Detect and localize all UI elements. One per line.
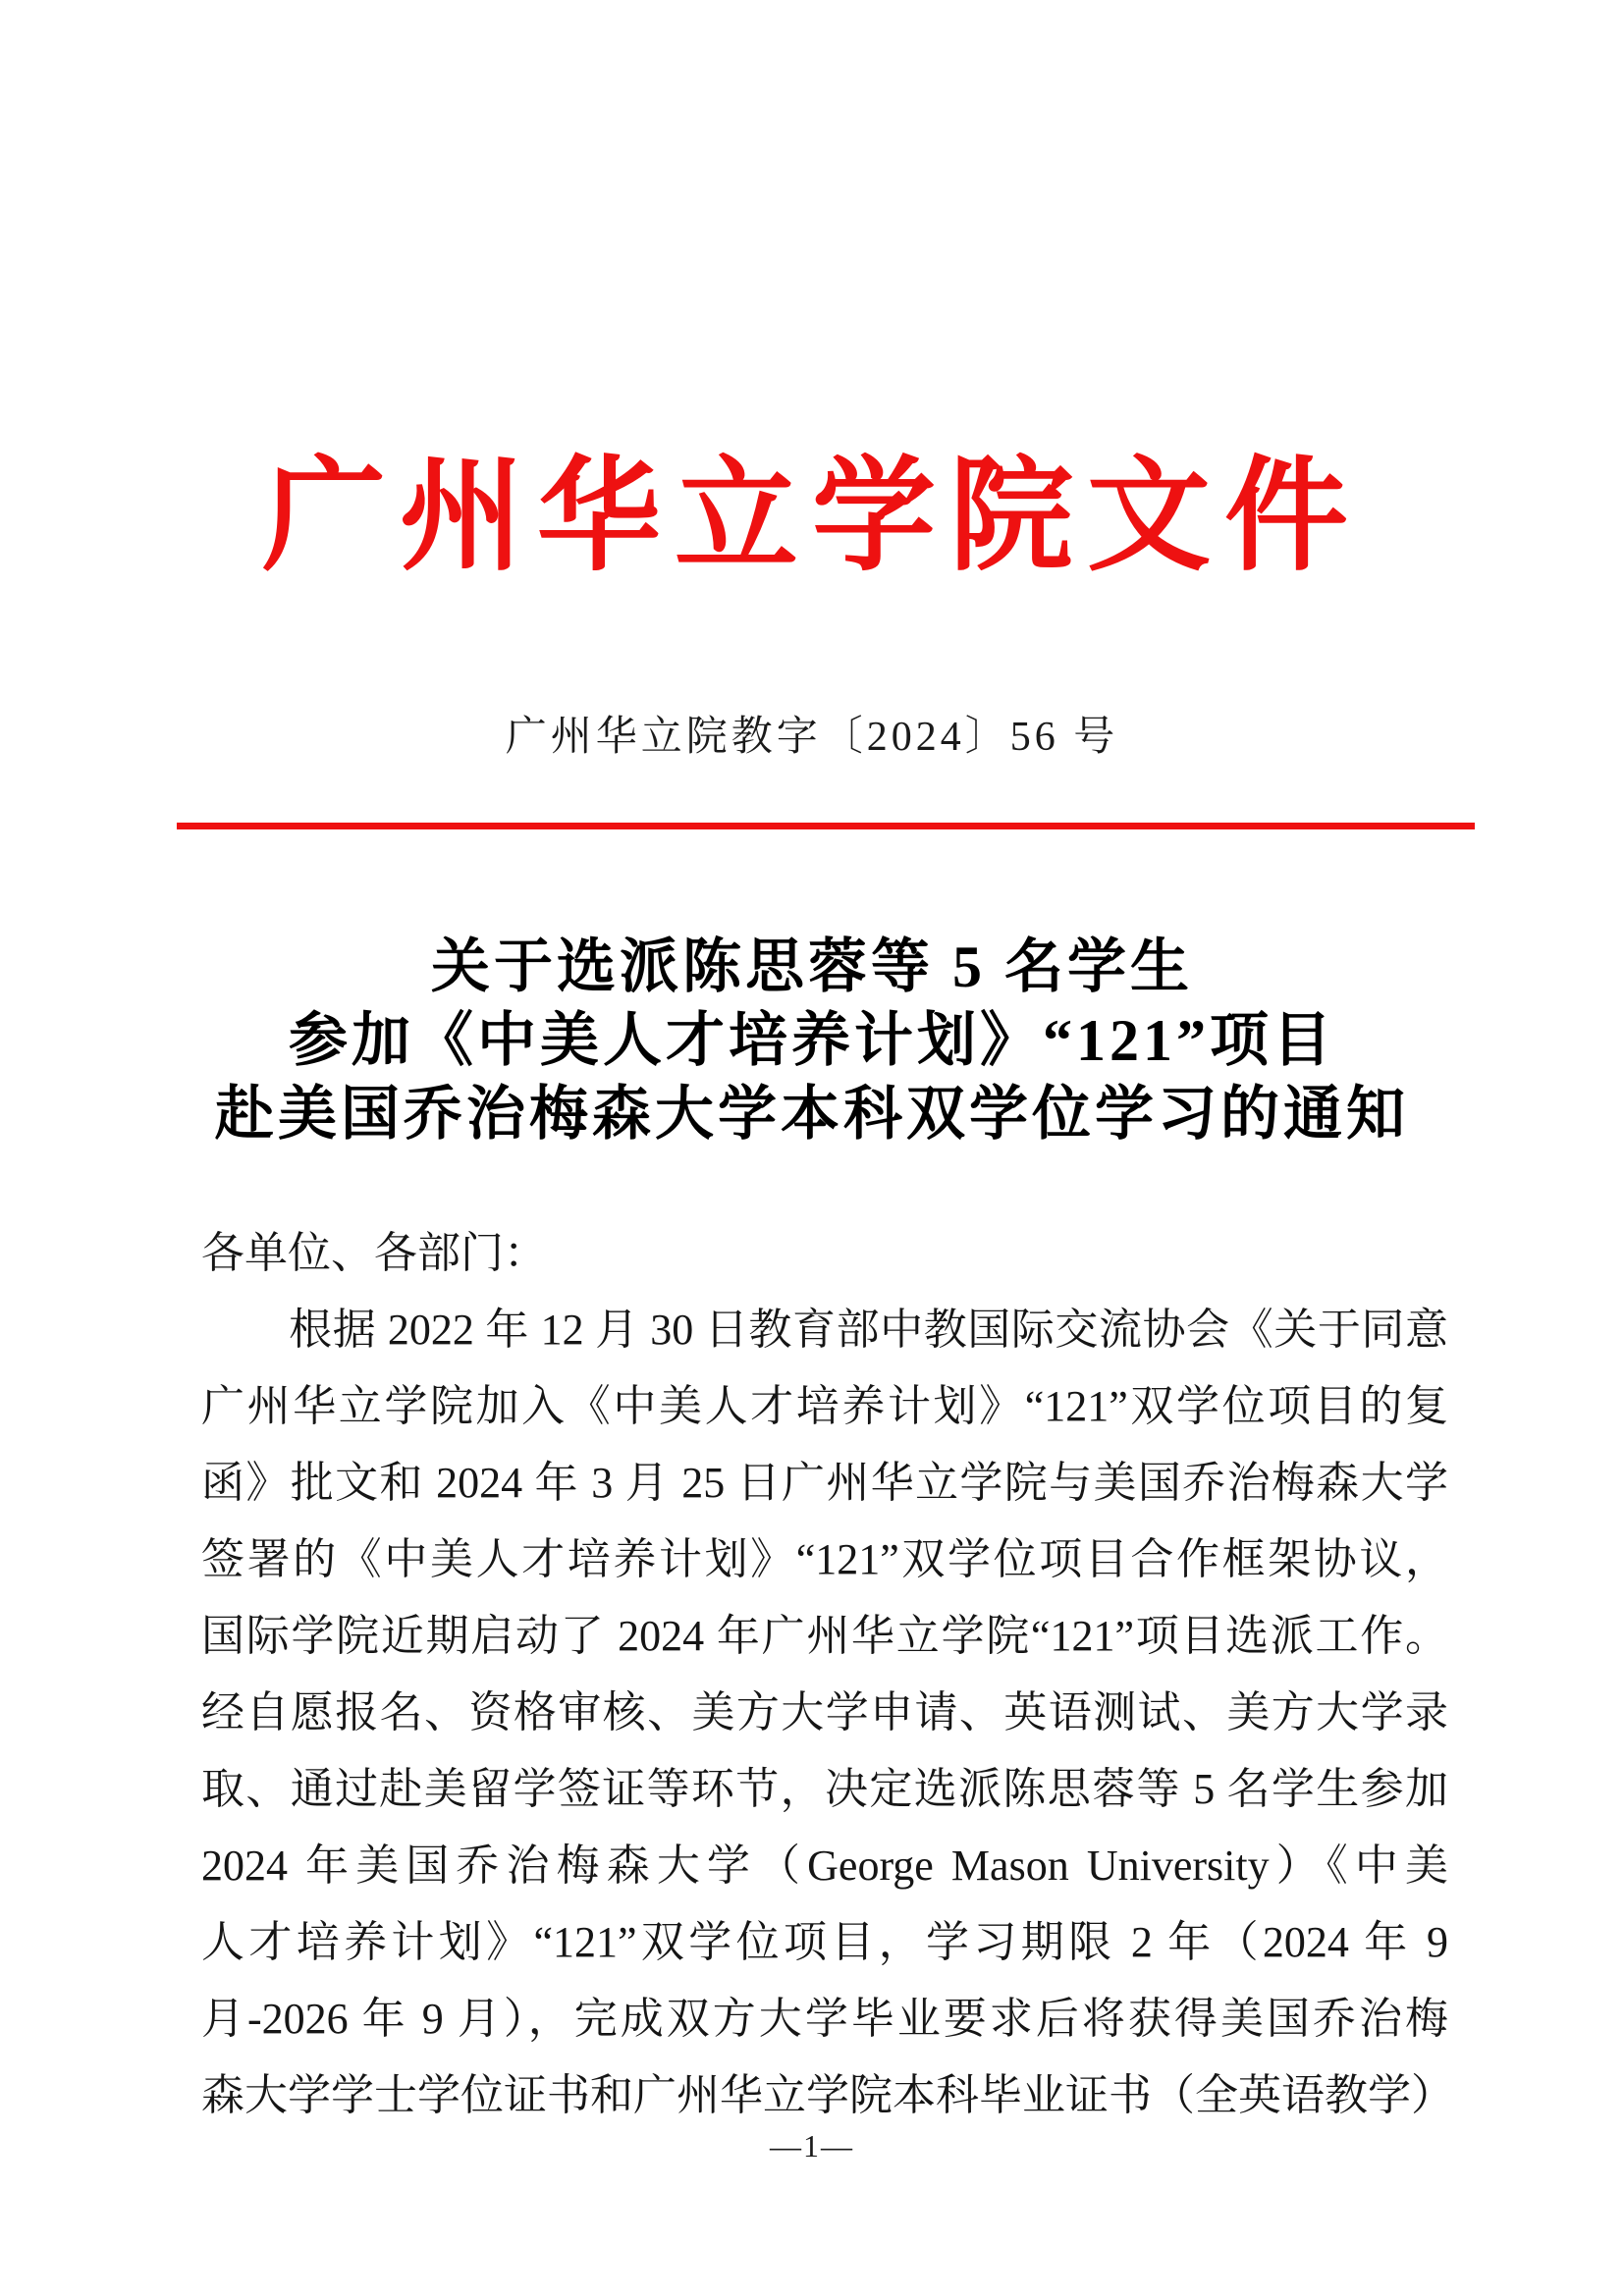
document-number: 广州华立院教字〔2024〕56 号: [505, 715, 1119, 760]
body-text-line: 经自愿报名、资格审核、美方大学申请、英语测试、美方大学录: [201, 1688, 1448, 1736]
body-text-line: 国际学院近期启动了 2024 年广州华立学院“121”项目选派工作。: [201, 1612, 1448, 1660]
document-body: [201, 1215, 1454, 2134]
body-text-line: 森大学学士学位证书和广州华立学院本科毕业证书（全英语教学）: [201, 2071, 1454, 2119]
body-text-line: 月-2026 年 9 月），完成双方大学毕业要求后将获得美国乔治梅: [201, 1995, 1448, 2043]
salutation: 各单位、各部门：: [201, 1229, 547, 1277]
page-number: —1—: [770, 2128, 854, 2163]
document-title-line-2: 参加《中美人才培养计划》“121”项目: [289, 1008, 1335, 1073]
body-text-line: 函》批文和 2024 年 3 月 25 日广州华立学院与美国乔治梅森大学: [201, 1459, 1448, 1507]
body-text-line: 签署的《中美人才培养计划》“121”双学位项目合作框架协议，: [201, 1535, 1448, 1583]
body-text-line: 2024 年美国乔治梅森大学（George Mason University）《中美: [201, 1842, 1448, 1890]
document-title-line-1: 关于选派陈思蓉等 5 名学生: [431, 934, 1193, 999]
header-divider-line: [177, 823, 1475, 829]
body-text-line: 取、通过赴美留学签证等环节，决定选派陈思蓉等 5 名学生参加: [201, 1765, 1448, 1813]
body-text-line: 根据 2022 年 12 月 30 日教育部中教国际交流协会《关于同意: [201, 1306, 1448, 1354]
document-title: [0, 931, 1624, 1151]
body-text-line: 人才培养计划》“121”双学位项目，学习期限 2 年（2024 年 9: [201, 1918, 1448, 1966]
document-title-line-3: 赴美国乔治梅森大学本科双学位学习的通知: [215, 1082, 1409, 1147]
letterhead-banner: 广州华立学院文件: [262, 450, 1362, 586]
body-text-line: 广州华立学院加入《中美人才培养计划》“121”双学位项目的复: [201, 1382, 1448, 1430]
